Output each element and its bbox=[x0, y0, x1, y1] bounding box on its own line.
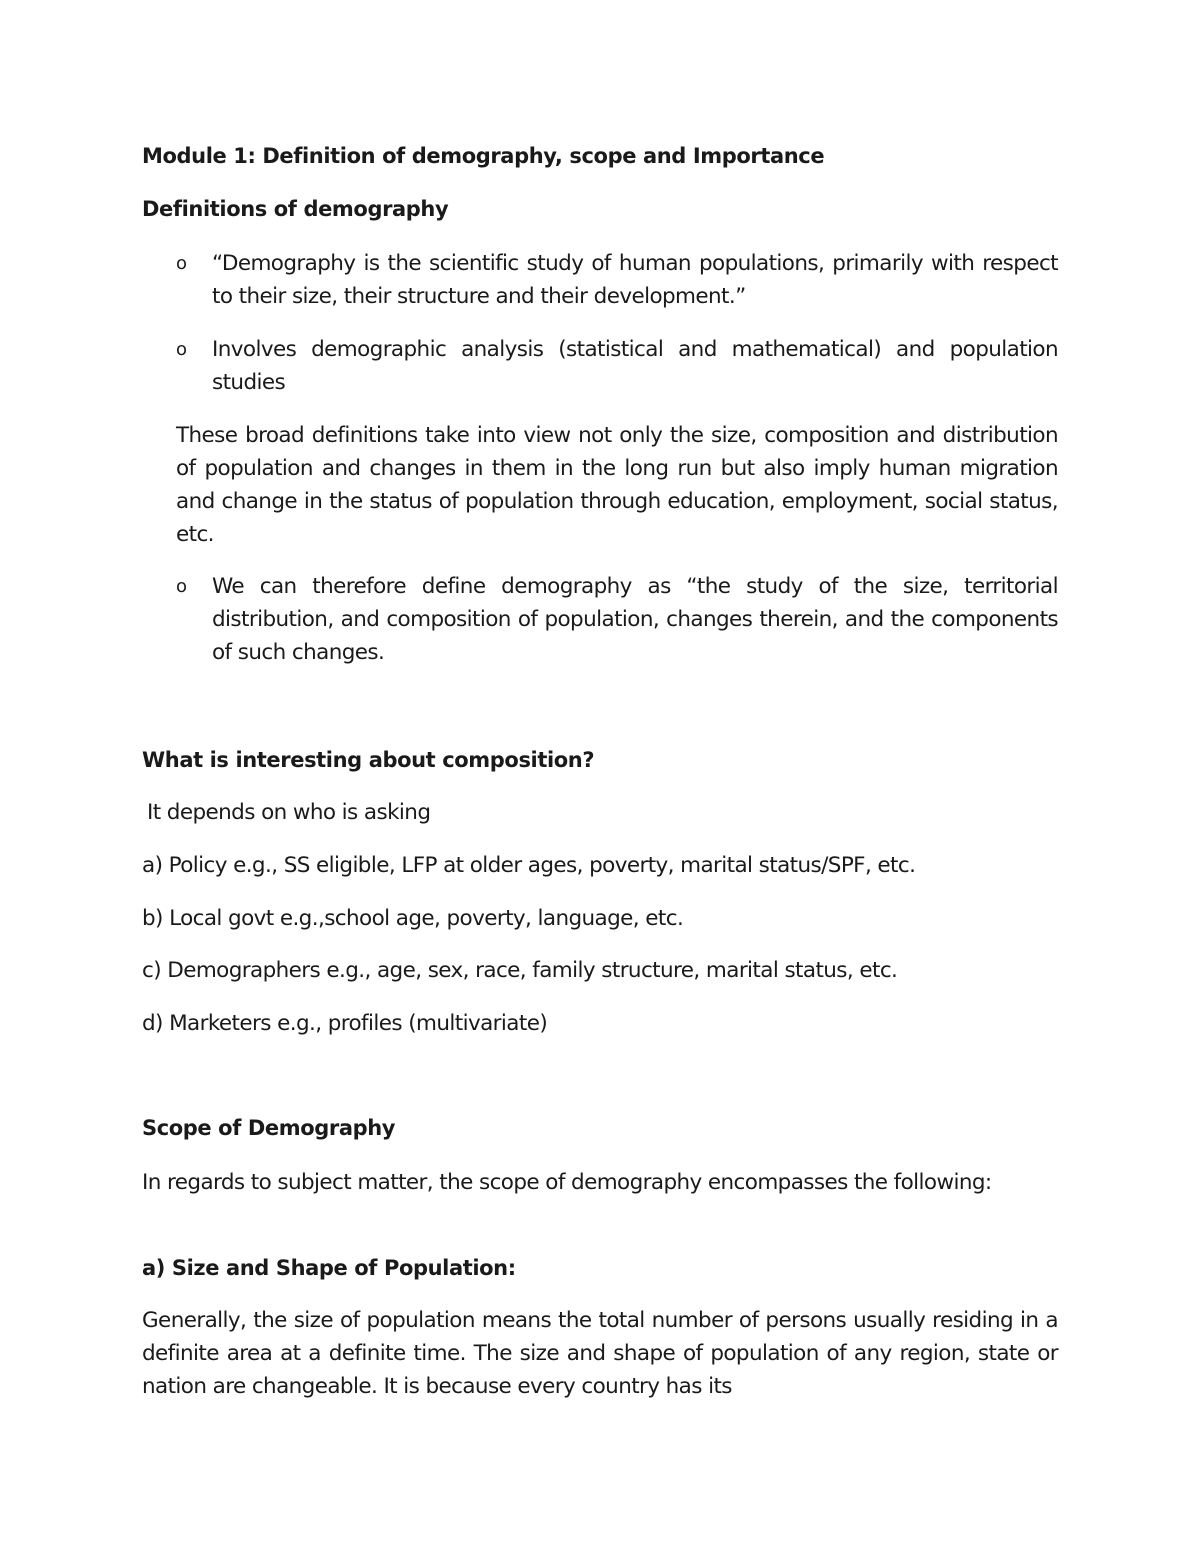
size-shape-heading: a) Size and Shape of Population: bbox=[142, 1256, 516, 1280]
bullet-text: We can therefore define demography as “the study of the size, territorial distribution, and composition of population, changes therein, and the components of such changes. bbox=[212, 574, 1058, 665]
scope-heading: Scope of Demography bbox=[142, 1116, 396, 1140]
bullet-marker: o bbox=[176, 339, 187, 360]
bullet-marker: o bbox=[176, 576, 187, 597]
scope-paragraph: In regards to subject matter, the scope of demography encompasses the following: bbox=[142, 1170, 992, 1195]
composition-item-a: a) Policy e.g., SS eligible, LFP at older ages, poverty, marital status/SPF, etc. bbox=[142, 853, 916, 878]
composition-intro: It depends on who is asking bbox=[147, 800, 431, 825]
definition-bullet-2 bbox=[176, 333, 1058, 399]
bullet-text: “Demography is the scientific study of human populations, primarily with respect to their size, their structure and their development.” bbox=[212, 251, 1058, 309]
bullet-marker: o bbox=[176, 253, 187, 274]
definitions-heading: Definitions of demography bbox=[142, 197, 449, 221]
broad-definitions-paragraph: These broad definitions take into view not only the size, composition and distribution of population and changes in them in the long run but also imply human migration and change in the status of population through education, employment, social status, etc. bbox=[176, 423, 1058, 547]
module-title: Module 1: Definition of demography, scope and Importance bbox=[142, 144, 825, 168]
composition-item-c: c) Demographers e.g., age, sex, race, family structure, marital status, etc. bbox=[142, 958, 898, 983]
composition-item-b: b) Local govt e.g.,school age, poverty, language, etc. bbox=[142, 906, 684, 931]
size-shape-paragraph: Generally, the size of population means the total number of persons usually residing in a definite area at a definite time. The size and shape of population of any region, state or nation are changeable. It is because every country has its bbox=[142, 1308, 1058, 1399]
composition-item-d: d) Marketers e.g., profiles (multivariate) bbox=[142, 1011, 548, 1036]
composition-heading: What is interesting about composition? bbox=[142, 748, 595, 772]
definition-bullet-1 bbox=[176, 247, 1058, 313]
bullet-text: Involves demographic analysis (statistical and mathematical) and population studies bbox=[212, 337, 1058, 395]
definition-bullet-3 bbox=[176, 570, 1058, 669]
